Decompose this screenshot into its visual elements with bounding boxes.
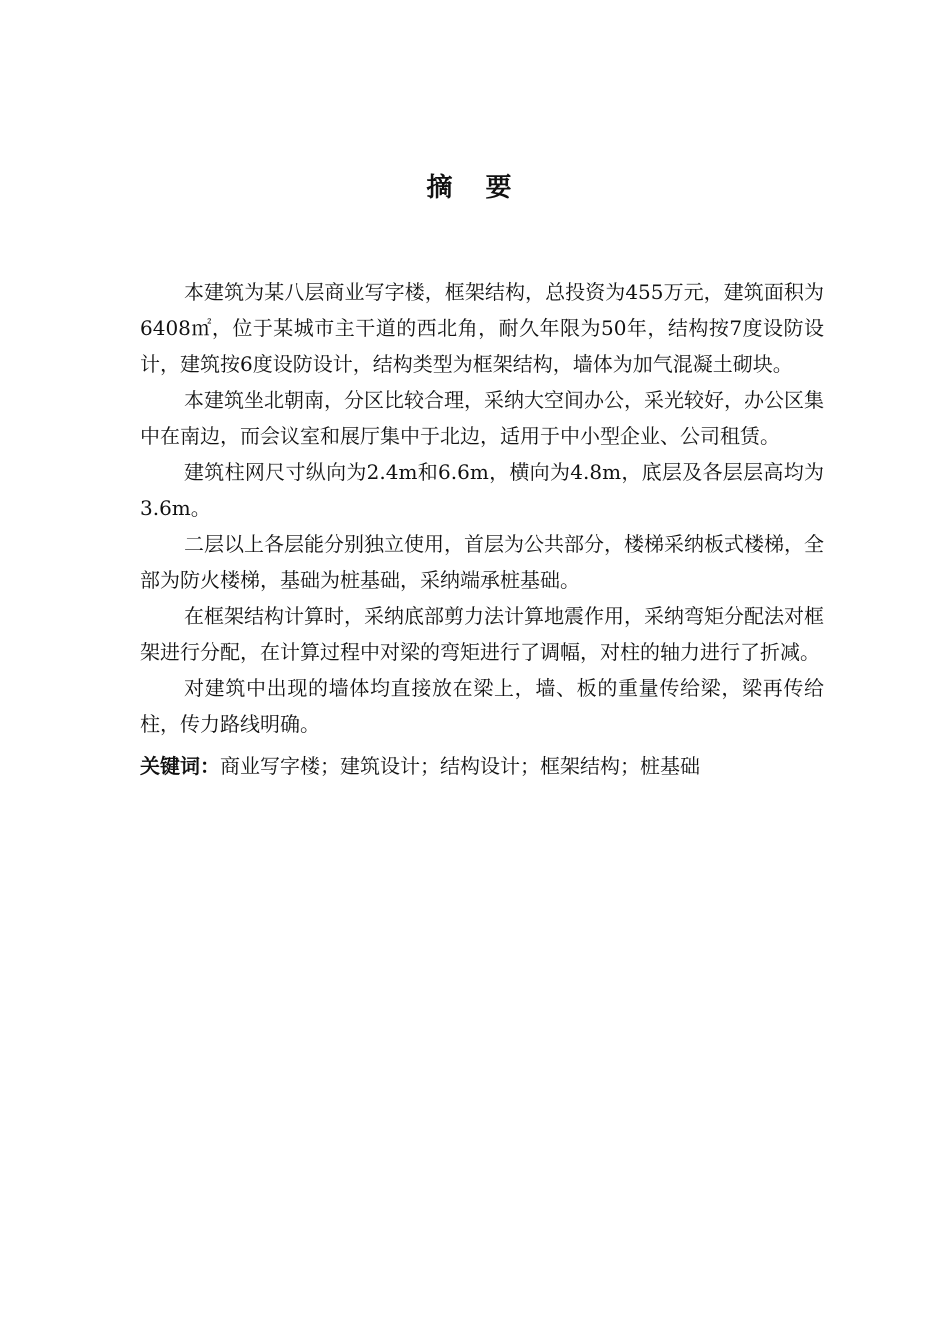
abstract-paragraph-6: 对建筑中出现的墙体均直接放在梁上，墙、板的重量传给梁，梁再传给柱，传力路线明确。 [140,676,824,736]
abstract-paragraph-5: 在框架结构计算时，采纳底部剪力法计算地震作用，采纳弯矩分配法对框架进行分配，在计算过程中对梁的弯矩进行了调幅，对柱的轴力进行了折减。 [140,604,824,664]
keywords-text: 商业写字楼；建筑设计；结构设计；框架结构；桩基础 [220,754,700,778]
abstract-title: 摘 要 [426,173,524,203]
keywords-line [140,748,824,784]
abstract-paragraph-1: 本建筑为某八层商业写字楼，框架结构，总投资为455万元，建筑面积为6408㎡，位于某城市主干道的西北角，耐久年限为50年，结构按7度设防设计，建筑按6度设防设计，结构类型为框架结构，墙体为加气混凝土砌块。 [140,280,824,376]
abstract-body [140,274,824,784]
abstract-paragraph-3: 建筑柱网尺寸纵向为2.4m和6.6m，横向为4.8m，底层及各层层高均为3.6m。 [140,460,824,520]
keywords-label: 关键词： [140,754,220,778]
abstract-paragraph-2: 本建筑坐北朝南，分区比较合理，采纳大空间办公，采光较好，办公区集中在南边，而会议室和展厅集中于北边，适用于中小型企业、公司租赁。 [140,388,824,448]
abstract-paragraph-4: 二层以上各层能分别独立使用，首层为公共部分，楼梯采纳板式楼梯，全部为防火楼梯，基础为桩基础，采纳端承桩基础。 [140,532,824,592]
